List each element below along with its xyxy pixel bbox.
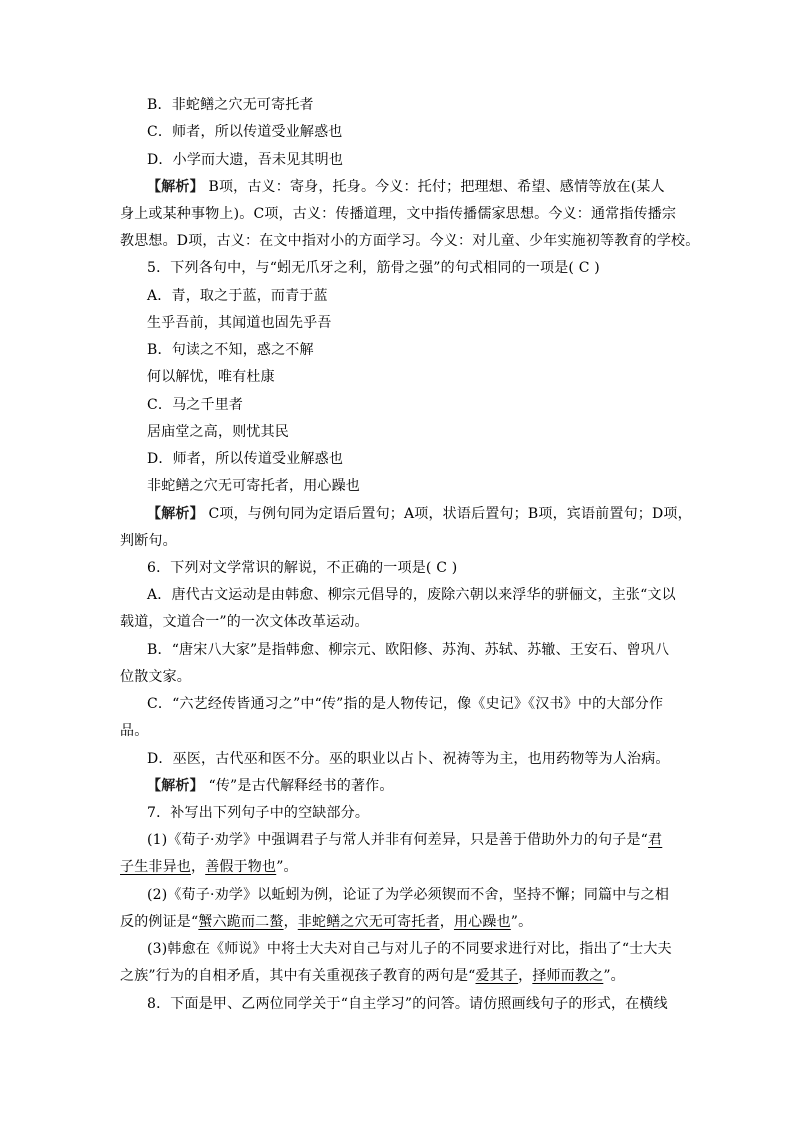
q6-option-b: B．“唐宋八大家”是指韩愈、柳宗元、欧阳修、苏洵、苏轼、苏辙、王安石、曾巩八 (147, 642, 670, 658)
q6-option-a: A．唐代古文运动是由韩愈、柳宗元倡导的，废除六朝以来浮华的骈俪文，主张“文以 (147, 587, 676, 603)
q5-option-d: D．师者，所以传道受业解惑也 (147, 451, 344, 467)
q6-option-c-line-2: 品。 (120, 723, 149, 739)
answer-blank: 爱其子 (475, 968, 519, 984)
q5-option-b-line-2: 何以解忧，唯有杜康 (147, 369, 275, 385)
q6-stem: 6．下列对文学常识的解说，不正确的一项是( C ) (147, 560, 458, 576)
answer-blank: 蟹六跪而二螯 (198, 914, 284, 930)
separator: ， (283, 914, 298, 930)
q6-analysis-line-1 (147, 776, 394, 796)
separator: ， (191, 859, 206, 875)
q7-stem: 7．补写出下列句子中的空缺部分。 (147, 805, 370, 821)
q8-stem: 8．下面是甲、乙两位同学关于“自主学习”的问答。请仿照画线句子的形式，在横线 (147, 996, 668, 1012)
q4-option-b: B．非蛇鳝之穴无可寄托者 (147, 97, 314, 113)
analysis-text: C项，与例句同为定语后置句；A项，状语后置句；B项，宾语前置句；D项， (203, 506, 692, 522)
analysis-tag: 【解析】 (147, 778, 204, 794)
separator: ， (518, 968, 533, 984)
q4-analysis-line-3: 教思想。D项，古义：在文中指对小的方面学习。今义：对儿童、少年实施初等教育的学校。 (120, 233, 700, 249)
answer-blank: 择师而教之 (532, 968, 604, 984)
q4-option-c: C．师者，所以传道受业解惑也 (147, 124, 343, 140)
answer-blank: 用心躁也 (453, 914, 511, 930)
q5-option-c-line-2: 居庙堂之高，则忧其民 (147, 424, 289, 440)
q6-option-c: C．“六艺经传皆通习之”中“传”指的是人物传记，像《史记》《汉书》中的大部分作 (147, 696, 664, 712)
answer-blank: 善假于物也 (205, 859, 277, 875)
answer-blank: 非蛇鳝之穴无可寄托者 (297, 914, 440, 930)
q6-option-a-line-2: 载道，文道合一”的一次文体改革运动。 (120, 614, 369, 630)
answer-blank: 君 (648, 832, 663, 848)
q6-option-d: D．巫医，古代巫和医不分。巫的职业以占卜、祝祷等为主，也用药物等为人治病。 (147, 751, 670, 767)
q5-option-d-line-2: 非蛇鳝之穴无可寄托者，用心躁也 (147, 478, 360, 494)
q7-item-3-line-1: (3)韩愈在《师说》中将士大夫对自己与对儿子的不同要求进行对比，指出了“士大夫 (147, 941, 672, 957)
q4-option-d: D．小学而大遗，吾未见其明也 (147, 152, 344, 168)
q5-stem: 5．下列各句中，与“蚓无爪牙之利，筋骨之强”的句式相同的一项是( C ) (147, 260, 600, 276)
q5-option-a-line-2: 生乎吾前，其闻道也固先乎吾 (147, 315, 332, 331)
q5-analysis-line-2: 判断句。 (120, 533, 177, 549)
analysis-text: B项，古义：寄身，托身。今义：托付；把理想、希望、感情等放在(某人 (203, 179, 665, 195)
q7-item-3-text: 之族”行为的自相矛盾，其中有关重视孩子教育的两句是“ (120, 968, 476, 984)
q5-analysis-line-1 (147, 504, 692, 524)
q7-item-1-line-2 (120, 857, 298, 877)
q7-item-2-text: 反的例证是“ (120, 914, 199, 930)
analysis-tag: 【解析】 (147, 506, 204, 522)
analysis-tag: 【解析】 (147, 179, 204, 195)
q6-option-b-line-2: 位散文家。 (120, 669, 191, 685)
q7-item-2-line-2 (120, 912, 532, 932)
closing-quote: ”。 (603, 968, 625, 984)
q7-item-1-text: (1)《荀子·劝学》中强调君子与常人并非有何差异，只是善于借助外力的句子是“ (147, 832, 649, 848)
closing-quote: ”。 (276, 859, 298, 875)
q4-analysis-line-2: 身上或某种事物上)。C项，古义：传播道理，文中指传播儒家思想。今义：通常指传播宗 (120, 206, 677, 222)
q7-item-1-line-1 (147, 830, 662, 850)
separator: ， (439, 914, 454, 930)
q7-item-3-line-2 (120, 966, 625, 986)
closing-quote: ”。 (510, 914, 533, 930)
q5-option-b: B．句读之不知，惑之不解 (147, 342, 314, 358)
analysis-text: “传”是古代解释经书的著作。 (203, 778, 394, 794)
q4-analysis-line-1 (147, 177, 665, 197)
q5-option-a: A．青，取之于蓝，而青于蓝 (147, 288, 328, 304)
q7-item-2-line-1: (2)《荀子·劝学》以蚯蚓为例，论证了为学必须锲而不舍，坚持不懈；同篇中与之相 (147, 887, 670, 903)
answer-blank: 子生非异也 (120, 859, 191, 875)
q5-option-c: C．马之千里者 (147, 397, 244, 413)
